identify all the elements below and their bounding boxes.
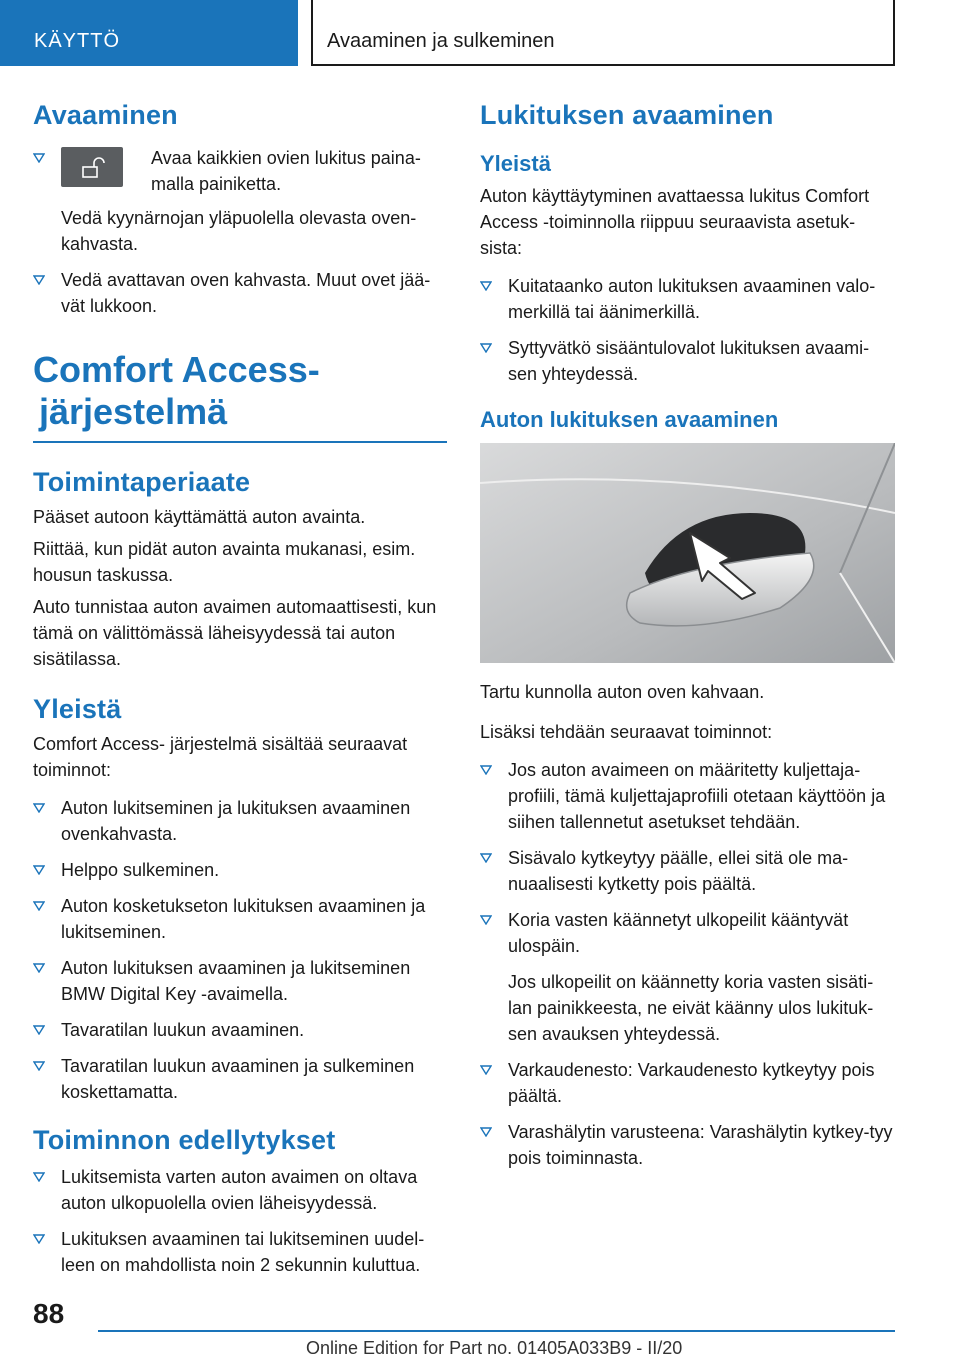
unlock-text: Avaa kaikkien ovien lukitus paina-malla painiketta. <box>151 148 421 194</box>
paragraph: Tartu kunnolla auton oven kahvaan. <box>480 682 765 702</box>
list-item <box>33 1164 447 1216</box>
page-number: 88 <box>33 1298 65 1329</box>
chapter-title-line2: järjestelmä <box>39 391 228 432</box>
list-item <box>33 795 447 847</box>
list-item-text: Auton lukituksen avaaminen ja lukitseminen BMW Digital Key -avaimella. <box>61 958 411 1004</box>
list-item-text: Helppo sulkeminen. <box>61 860 220 880</box>
list-item-text: Jos auton avaimeen on määritetty kuljettaja-profiili, tämä kuljettajaprofiili otetaan käyttöön ja siihen tallennetut asetukset tehdään. <box>508 760 886 832</box>
chapter-title <box>33 349 447 443</box>
list-item <box>480 273 896 325</box>
heading-toiminnon-edellytykset: Toiminnon edellytykset <box>33 1125 336 1155</box>
unlock-button-icon <box>61 147 123 187</box>
list-item-text: Vedä avattavan oven kahvasta. Muut ovet jää-vät lukkoon. <box>61 270 431 316</box>
bullet-triangle-icon <box>33 901 45 911</box>
bullet-triangle-icon <box>480 1127 492 1137</box>
list-item <box>33 267 447 319</box>
bullet-triangle-icon <box>33 1061 45 1071</box>
bullet-triangle-icon <box>480 1065 492 1075</box>
mirror-continuation: Jos ulkopeilit on käännetty koria vasten sisäti-lan painikkeesta, ne eivät käänny ulos lukituk-sen avauksen yhteydessä. <box>508 972 874 1044</box>
list-item-text: Varashälytin varusteena: Varashälytin kytkey-tyy pois toiminnasta. <box>508 1122 893 1168</box>
list-item-text: Tavaratilan luukun avaaminen. <box>61 1020 305 1040</box>
bullet-triangle-icon <box>33 1172 45 1182</box>
bullet-triangle-icon <box>480 915 492 925</box>
list-item <box>33 1017 447 1043</box>
list-item <box>480 907 896 959</box>
chapter-title-line1: Comfort Access- <box>33 349 320 390</box>
heading-avaaminen: Avaaminen <box>33 100 178 130</box>
bullet-triangle-icon <box>480 281 492 291</box>
list-item <box>480 1057 896 1109</box>
list-item-text: Lukitsemista varten auton avaimen on oltava auton ulkopuolella ovien läheisyydessä. <box>61 1167 418 1213</box>
bullet-triangle-icon <box>33 1025 45 1035</box>
bullet-triangle-icon <box>480 765 492 775</box>
bullet-triangle-icon <box>33 963 45 973</box>
list-item <box>480 335 896 387</box>
bullet-triangle-icon <box>33 865 45 875</box>
bullet-triangle-icon <box>33 1234 45 1244</box>
list-item <box>33 893 447 945</box>
list-item <box>480 757 896 835</box>
bullet-triangle-icon <box>480 343 492 353</box>
heading-auton-lukituksen-avaaminen: Auton lukituksen avaaminen <box>480 407 779 432</box>
header-title: Avaaminen ja sulkeminen <box>311 0 895 66</box>
list-item <box>480 845 896 897</box>
actions-list <box>480 757 896 959</box>
page-header <box>0 0 960 68</box>
paragraph: Pääset autoon käyttämättä auton avainta. <box>33 507 366 527</box>
bullet-triangle-icon <box>33 153 45 163</box>
list-item-text: Auton kosketukseton lukituksen avaaminen ja lukitseminen. <box>61 896 426 942</box>
left-column <box>33 100 447 1298</box>
unlock-continuation: Vedä kyynärnojan yläpuolella olevasta oven-kahvasta. <box>61 208 417 254</box>
list-item-unlock <box>33 145 447 197</box>
heading-yleista: Yleistä <box>33 694 122 724</box>
footer-divider <box>98 1330 895 1332</box>
list-item-text: Auton lukitseminen ja lukituksen avaaminen ovenkahvasta. <box>61 798 411 844</box>
list-item <box>33 857 447 883</box>
list-item-text: Sisävalo kytkeytyy päälle, ellei sitä ole ma-nuaalisesti kytketty pois päältä. <box>508 848 849 894</box>
actions-list-2 <box>480 1057 896 1171</box>
paragraph: Lisäksi tehdään seuraavat toiminnot: <box>480 722 773 742</box>
settings-list <box>480 273 896 387</box>
list-item-text: Tavaratilan luukun avaaminen ja sulkeminen koskettamatta. <box>61 1056 415 1102</box>
paragraph: Auton käyttäytyminen avattaessa lukitus Comfort Access -toiminnolla riippuu seuraavista asetuk-sista: <box>480 186 870 258</box>
door-handle-illustration <box>480 443 895 663</box>
list-item-text: Lukituksen avaaminen tai lukitseminen uudel-leen on mahdollista noin 2 sekunnin kuluttua. <box>61 1229 425 1275</box>
heading-lukituksen-avaaminen: Lukituksen avaaminen <box>480 100 774 130</box>
list-item <box>33 1053 447 1105</box>
requirements-list <box>33 1164 447 1278</box>
list-item-text: Koria vasten käännetyt ulkopeilit kääntyvät ulospäin. <box>508 910 849 956</box>
bullet-triangle-icon <box>480 853 492 863</box>
list-item-text: Kuitataanko auton lukituksen avaaminen valo-merkillä tai äänimerkillä. <box>508 276 876 322</box>
bullet-triangle-icon <box>33 803 45 813</box>
list-item <box>480 1119 896 1171</box>
heading-yleista-right: Yleistä <box>480 151 551 176</box>
heading-toimintaperiaate: Toimintaperiaate <box>33 467 251 497</box>
paragraph: Riittää, kun pidät auton avainta mukanasi, esim. housun taskussa. <box>33 539 416 585</box>
list-item-text: Syttyvätkö sisääntulovalot lukituksen avaami-sen yhteydessä. <box>508 338 870 384</box>
edition-note: Online Edition for Part no. 01405A033B9 - II/20 <box>306 1338 683 1358</box>
avaaminen-list <box>33 267 447 319</box>
paragraph: Auto tunnistaa auton avaimen automaattisesti, kun tämä on välittömässä läheisyydessä tai auton sisätilassa. <box>33 597 437 669</box>
list-item <box>33 1226 447 1278</box>
right-column <box>480 100 896 1191</box>
paragraph: Comfort Access- järjestelmä sisältää seuraavat toiminnot: <box>33 734 408 780</box>
section-tab: KÄYTTÖ <box>0 0 298 66</box>
list-item <box>33 955 447 1007</box>
bullet-triangle-icon <box>33 275 45 285</box>
list-item-text: Varkaudenesto: Varkaudenesto kytkeytyy pois päältä. <box>508 1060 875 1106</box>
features-list <box>33 795 447 1105</box>
